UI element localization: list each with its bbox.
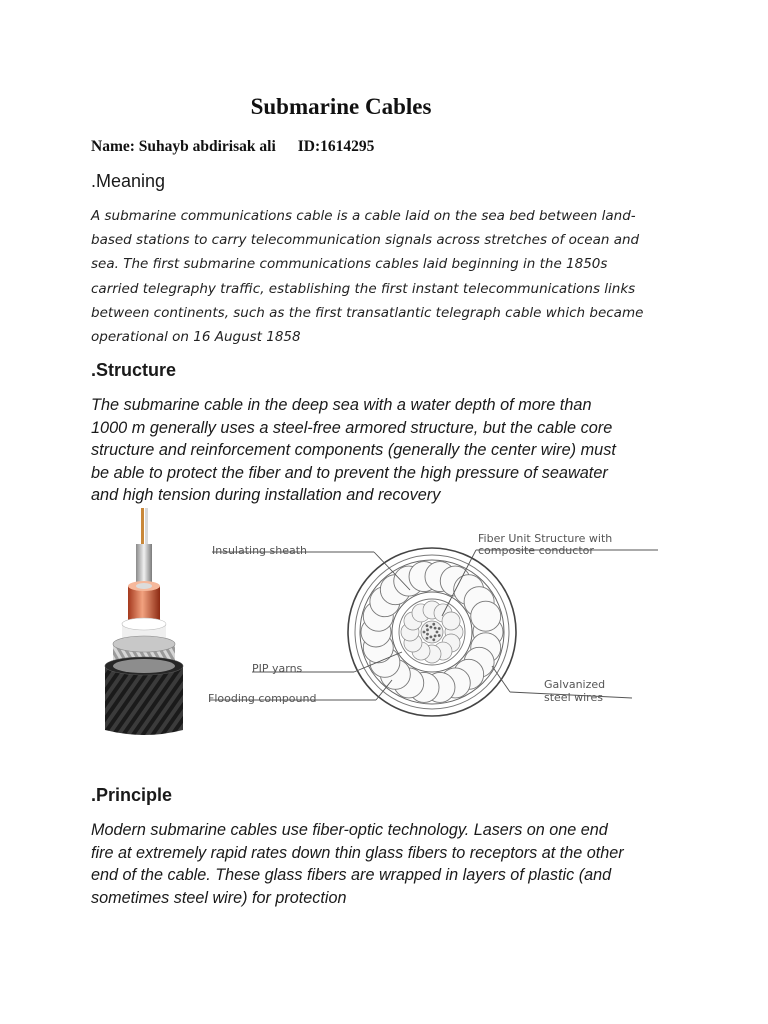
paragraph-line: Modern submarine cables use fiber-optic technology. Lasers on one end: [91, 821, 608, 839]
fiber-dot: [426, 637, 429, 640]
fiber-dot: [426, 633, 429, 636]
label-pip-yarns: PIP yarns: [252, 662, 303, 675]
paragraph-line: The submarine cable in the deep sea with a water depth of more than: [91, 396, 592, 414]
fiber-dot: [423, 631, 426, 634]
heading-structure: .Structure: [91, 360, 177, 380]
paragraph-line: carried telegraphy traffic, establishing the first instant telecommunications links: [91, 280, 636, 297]
paragraph-line: between continents, such as the first transatlantic telegraph cable which became: [91, 304, 644, 321]
cross-section-diagram: [348, 548, 516, 716]
label-flooding-compound: Flooding compound: [208, 692, 317, 705]
label-galvanized-line2: steel wires: [544, 691, 603, 704]
label-galvanized-line1: Galvanized: [544, 678, 606, 691]
cable-figure: [92, 504, 676, 736]
paragraph-meaning: [91, 204, 681, 349]
label-fiber-unit-line1: Fiber Unit Structure with: [478, 532, 613, 545]
fiber-dot: [429, 635, 432, 638]
cable-illustration: [92, 504, 676, 736]
fiber-dot: [438, 627, 441, 630]
fiber-dot: [432, 638, 435, 641]
paragraph-line: sea. The first submarine communications cables laid beginning in the 1850s: [91, 256, 608, 273]
paragraph-line: based stations to carry telecommunication signals across stretches of ocean and: [91, 232, 640, 249]
paragraph-line: A submarine communications cable is a cable laid on the sea bed between land-: [91, 208, 636, 224]
fiber-dot: [434, 635, 437, 638]
paragraph-line: structure and reinforcement components (generally the center wire) must: [91, 441, 616, 460]
paragraph-line: be able to protect the fiber and to prevent the high pressure of seawater: [91, 463, 608, 482]
paragraph-line: 1000 m generally uses a steel-free armored structure, but the cable core: [91, 418, 613, 437]
author-id: ID:1614295: [297, 138, 375, 155]
paragraph-line: fire at extremely rapid rates down thin glass fibers to receptors at the other: [91, 843, 624, 862]
label-insulating-sheath: Insulating sheath: [212, 544, 308, 557]
paragraph-structure: [91, 394, 681, 507]
fiber-dot: [436, 631, 439, 634]
heading-meaning: [91, 171, 165, 192]
paragraph-line: end of the cable. These glass fibers are wrapped in layers of plastic (and: [91, 866, 612, 884]
paragraph-line: operational on 16 August 1858: [91, 329, 301, 346]
document-title: [0, 94, 682, 120]
fiber-dot: [432, 623, 435, 626]
fiber-dot: [426, 628, 429, 631]
paragraph-line: and high tension during installation and recovery: [91, 486, 441, 505]
core-wire-circle: [442, 612, 460, 630]
heading-meaning-text: Meaning: [96, 171, 166, 191]
cable-cutaway-drawing: [105, 508, 183, 735]
heading-principle: .Principle: [91, 785, 173, 805]
label-fiber-unit-line2: composite conductor: [478, 544, 594, 557]
author-line: [91, 138, 374, 156]
fiber-dot: [438, 634, 441, 637]
steel-wire-circle: [471, 601, 501, 631]
fiber-dot: [429, 626, 432, 629]
paragraph-principle: [91, 819, 691, 909]
heading-dot: .: [91, 171, 97, 191]
fiber-dot: [434, 627, 437, 630]
author-name: Name: Suhayb abdirisak ali: [91, 138, 276, 155]
title-text: Submarine Cables: [250, 94, 432, 119]
fiber-dot: [426, 624, 429, 627]
paragraph-line: sometimes steel wire) for protection: [91, 888, 347, 907]
